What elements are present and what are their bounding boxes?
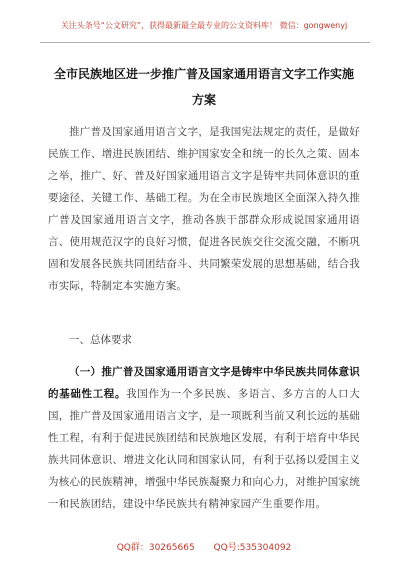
intro-paragraph: 推广普及国家通用语言文字，是我国宪法规定的责任，是做好民族工作、增进民族团结、维护国家安全和统一的长久之策、固本之举，推广、好、普及好国家通用语言文字是铸牢共同体意识的重要途径、关键工作、基础工程。为在全市民族地区全面深入持久推广普及国家通用语言文字，推动各族干部群众形成说国家通用语言、使用规范汉字的良好习惯，促进各民族交往交流交融，不断巩固和发展各民族共同团结奋斗、共同繁荣发展的思想基础，结合我市实际，特制定本实施方案。 bbox=[48, 126, 360, 292]
subsection-paragraph bbox=[48, 361, 360, 515]
subsection-body-text: 我国作为一个多民族、多语言、多方言的人口大国，推广普及国家通用语言文字，是一项既利当前又利长远的基础性工程，有利于促进民族团结和民族地区发展，有利于培育中华民族共同体意识、增进文化认同和国家认同，有利于弘扬以爱国主义为核心的民族精神，增强中华民族凝聚力和向心力，对维护国家统一和民族团结，建设中华民族共有精神家园产生重要作用。 bbox=[48, 388, 361, 510]
page-header-banner: 关注头条号“公文研究”，获得最新最全最专业的公文资料库！ 微信：gongwenyj bbox=[60, 21, 348, 30]
section-heading-general-requirements: 一、总体要求 bbox=[69, 334, 132, 346]
footer-qq-group: QQ群：30265665 bbox=[116, 543, 195, 553]
page-footer bbox=[0, 540, 408, 553]
header-divider bbox=[40, 42, 370, 43]
subsection-heading: （一）推广普及国家通用语言文字是铸牢中华民族共同体意识的基础性工程。 bbox=[48, 366, 360, 400]
document-title-line-2: 方案 bbox=[191, 93, 216, 107]
document-title-line-1: 全市民族地区进一步推广普及国家通用语言文字工作实施 bbox=[53, 67, 354, 81]
footer-qq-number: QQ号:535304092 bbox=[213, 543, 292, 553]
